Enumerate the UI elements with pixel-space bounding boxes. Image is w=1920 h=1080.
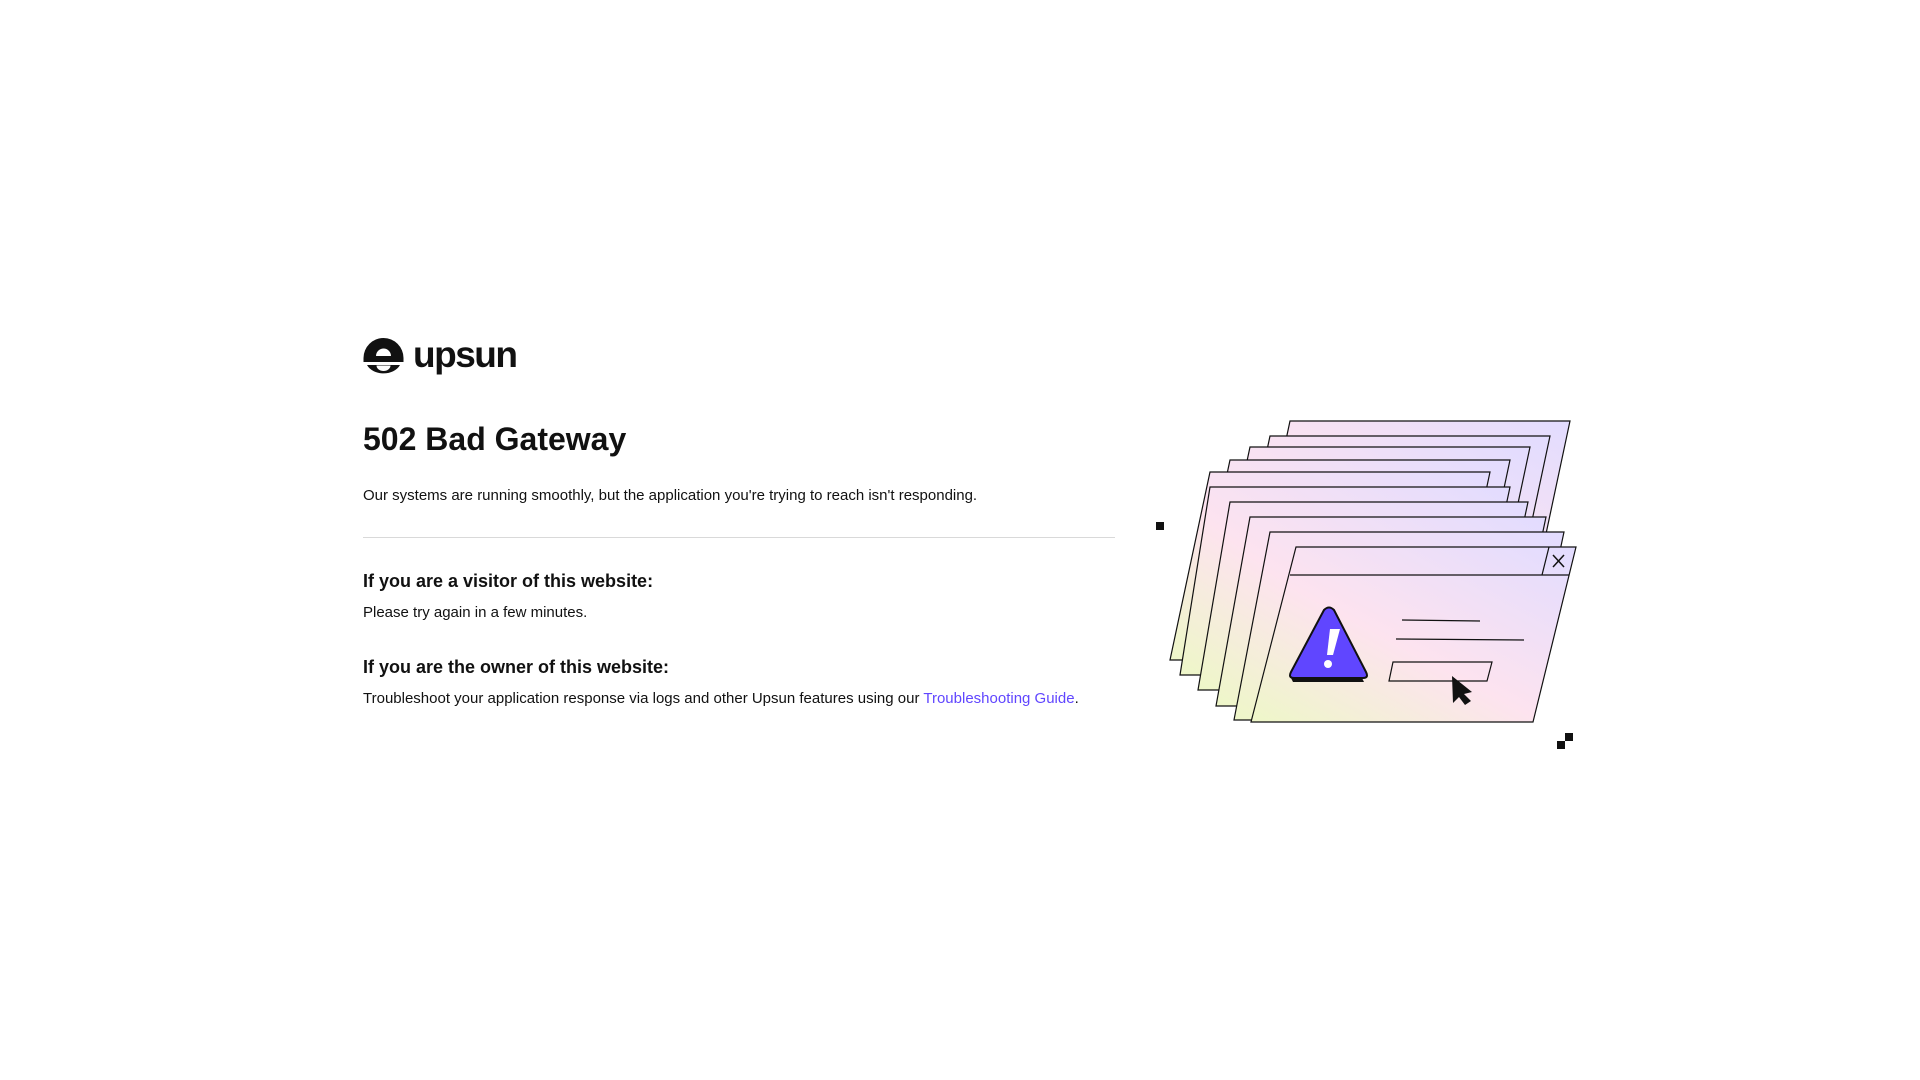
stacked-windows (1170, 421, 1576, 722)
error-description: Our systems are running smoothly, but the application you're trying to reach isn't responding. (363, 487, 978, 504)
visitor-text: Please try again in a few minutes. (363, 604, 588, 621)
decor-square (1565, 733, 1573, 741)
upsun-logo-icon (363, 338, 404, 379)
section-divider (363, 537, 1115, 538)
troubleshooting-guide-link[interactable]: Troubleshooting Guide (923, 690, 1075, 707)
owner-heading: If you are the owner of this website: (363, 657, 670, 677)
brand-name: upsun (413, 333, 517, 375)
owner-text-before: Troubleshoot your application response via logs and other Upsun features using our (363, 690, 924, 707)
owner-text-after: . (1074, 690, 1079, 707)
error-illustration (1150, 412, 1590, 757)
visitor-heading: If you are a visitor of this website: (363, 571, 654, 591)
brand-logo[interactable] (363, 333, 1115, 379)
decor-square (1557, 741, 1565, 749)
error-content (363, 333, 1115, 707)
front-window (1251, 547, 1576, 722)
decor-square (1156, 522, 1164, 530)
page-title: 502 Bad Gateway (363, 421, 627, 457)
owner-text (363, 690, 1079, 707)
